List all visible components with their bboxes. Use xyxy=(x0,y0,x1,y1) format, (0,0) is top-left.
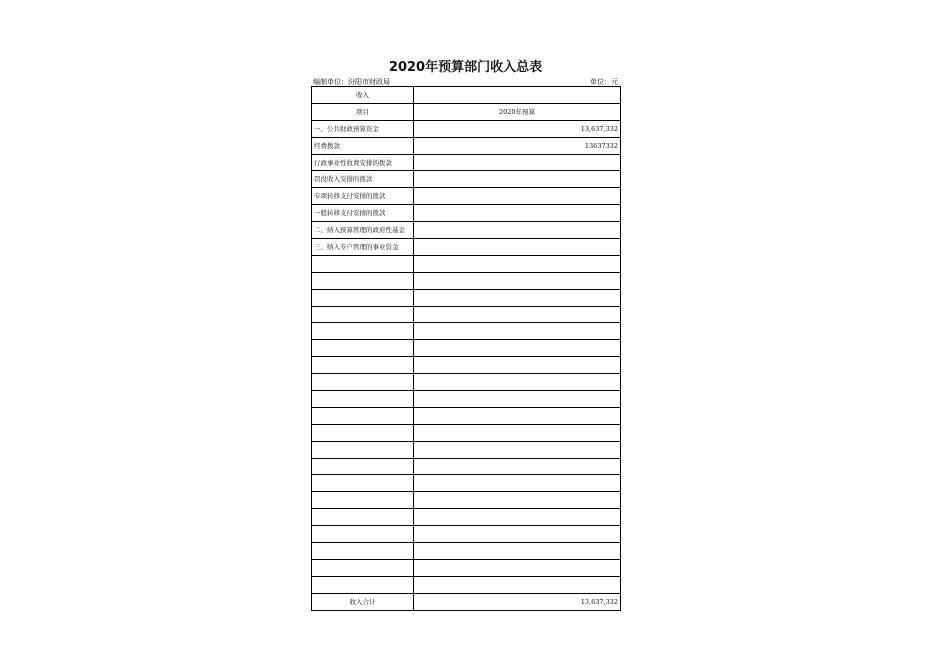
row-value[interactable] xyxy=(414,239,621,256)
empty-cell[interactable] xyxy=(312,272,414,289)
empty-cell[interactable] xyxy=(414,289,621,306)
empty-cell[interactable] xyxy=(414,526,621,543)
empty-row xyxy=(312,576,621,593)
row-value[interactable] xyxy=(414,154,621,171)
compiling-unit: 编制单位：汾阳市财政局 xyxy=(313,78,390,86)
empty-row xyxy=(312,509,621,526)
empty-row xyxy=(312,526,621,543)
empty-cell[interactable] xyxy=(312,458,414,475)
row-label[interactable]: 罚没收入安排的拨款 xyxy=(312,171,414,188)
header-item[interactable]: 项目 xyxy=(312,103,414,120)
empty-row xyxy=(312,323,621,340)
empty-cell[interactable] xyxy=(414,357,621,374)
row-label[interactable]: 三、纳入专户管理的事业资金 xyxy=(312,239,414,256)
empty-row xyxy=(312,289,621,306)
header-blank[interactable] xyxy=(414,87,621,104)
row-value[interactable] xyxy=(414,222,621,239)
empty-cell[interactable] xyxy=(414,340,621,357)
empty-cell[interactable] xyxy=(414,391,621,408)
total-value[interactable]: 13,637,332 xyxy=(414,593,621,610)
total-row xyxy=(312,593,621,610)
empty-row xyxy=(312,543,621,560)
empty-cell[interactable] xyxy=(414,441,621,458)
empty-cell[interactable] xyxy=(414,255,621,272)
empty-cell[interactable] xyxy=(414,559,621,576)
empty-cell[interactable] xyxy=(414,576,621,593)
empty-cell[interactable] xyxy=(312,407,414,424)
row-label[interactable]: 二、纳入预算管理的政府性基金 xyxy=(312,222,414,239)
empty-cell[interactable] xyxy=(312,475,414,492)
currency-unit: 单位：元 xyxy=(590,78,618,86)
empty-row xyxy=(312,475,621,492)
row-label[interactable]: 专项转移支付安排的拨款 xyxy=(312,188,414,205)
empty-cell[interactable] xyxy=(414,306,621,323)
empty-cell[interactable] xyxy=(312,526,414,543)
empty-row xyxy=(312,492,621,509)
empty-cell[interactable] xyxy=(414,458,621,475)
row-value[interactable] xyxy=(414,171,621,188)
empty-cell[interactable] xyxy=(312,576,414,593)
row-label[interactable]: 行政事业性收费安排的拨款 xyxy=(312,154,414,171)
empty-cell[interactable] xyxy=(414,424,621,441)
empty-cell[interactable] xyxy=(312,340,414,357)
empty-row xyxy=(312,424,621,441)
empty-row xyxy=(312,559,621,576)
empty-row xyxy=(312,374,621,391)
empty-cell[interactable] xyxy=(312,374,414,391)
empty-row xyxy=(312,357,621,374)
empty-cell[interactable] xyxy=(414,492,621,509)
empty-cell[interactable] xyxy=(312,391,414,408)
empty-row xyxy=(312,340,621,357)
header-row xyxy=(312,87,621,104)
empty-cell[interactable] xyxy=(414,374,621,391)
empty-cell[interactable] xyxy=(312,543,414,560)
empty-cell[interactable] xyxy=(312,441,414,458)
row-value[interactable]: 13637332 xyxy=(414,137,621,154)
header-income[interactable]: 收入 xyxy=(312,87,414,104)
empty-cell[interactable] xyxy=(312,306,414,323)
empty-row xyxy=(312,255,621,272)
table-row xyxy=(312,222,621,239)
empty-cell[interactable] xyxy=(414,272,621,289)
total-label[interactable]: 收入合计 xyxy=(312,593,414,610)
empty-cell[interactable] xyxy=(312,255,414,272)
row-label[interactable]: 一、公共财政预算资金 xyxy=(312,120,414,137)
page-title: 2020年预算部门收入总表 xyxy=(388,60,543,75)
empty-cell[interactable] xyxy=(414,475,621,492)
empty-cell[interactable] xyxy=(414,509,621,526)
row-label[interactable]: 一般转移支付安排的拨款 xyxy=(312,205,414,222)
row-value[interactable] xyxy=(414,188,621,205)
empty-cell[interactable] xyxy=(312,424,414,441)
empty-row xyxy=(312,272,621,289)
table-row xyxy=(312,154,621,171)
empty-cell[interactable] xyxy=(414,407,621,424)
empty-row xyxy=(312,391,621,408)
table-row xyxy=(312,205,621,222)
empty-cell[interactable] xyxy=(312,492,414,509)
row-label[interactable]: 经费拨款 xyxy=(312,137,414,154)
header-budget[interactable]: 2020年预算 xyxy=(414,103,621,120)
table-row xyxy=(312,120,621,137)
empty-cell[interactable] xyxy=(312,559,414,576)
empty-row xyxy=(312,458,621,475)
table-row xyxy=(312,188,621,205)
table-row xyxy=(312,137,621,154)
empty-cell[interactable] xyxy=(312,509,414,526)
subheader-row xyxy=(312,103,621,120)
empty-row xyxy=(312,306,621,323)
income-table xyxy=(311,86,621,611)
row-value[interactable] xyxy=(414,205,621,222)
empty-cell[interactable] xyxy=(414,323,621,340)
empty-cell[interactable] xyxy=(414,543,621,560)
empty-cell[interactable] xyxy=(312,289,414,306)
empty-cell[interactable] xyxy=(312,323,414,340)
empty-cell[interactable] xyxy=(312,357,414,374)
empty-row xyxy=(312,441,621,458)
empty-row xyxy=(312,407,621,424)
row-value[interactable]: 13,637,332 xyxy=(414,120,621,137)
table-row xyxy=(312,171,621,188)
table-row xyxy=(312,239,621,256)
